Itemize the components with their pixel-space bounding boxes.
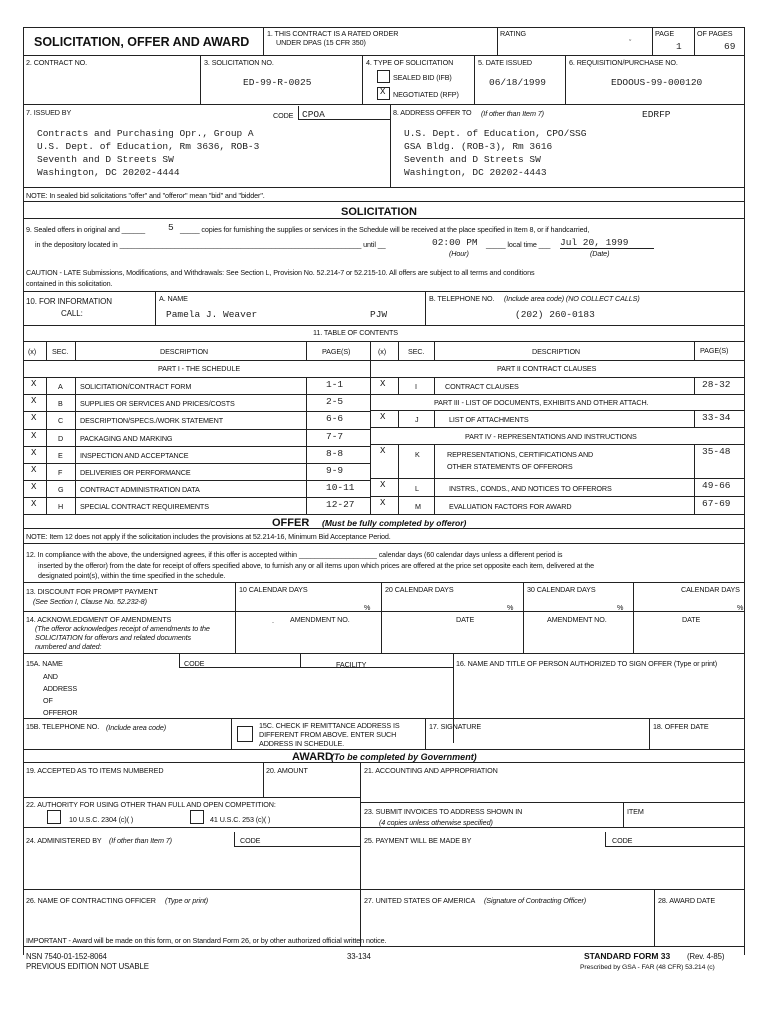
solicitation-no-value: ED-99-R-0025 bbox=[243, 77, 312, 88]
footer-rev: (Rev. 4-85) bbox=[687, 952, 725, 961]
issued-by-address-1: Contracts and Purchasing Opr., Group A bbox=[37, 128, 254, 139]
toc-row-x: X bbox=[31, 499, 37, 510]
toc-part3: PART III - LIST OF DOCUMENTS, EXHIBITS AND OTHER ATTACH. bbox=[434, 398, 649, 407]
toc-row-x: X bbox=[31, 379, 37, 389]
toc-row-x: X bbox=[31, 396, 37, 407]
footer-nsn: NSN 7540-01-152-8064 bbox=[26, 952, 107, 961]
discount-cal-days: CALENDAR DAYS bbox=[681, 585, 740, 594]
discount-20-pct: % bbox=[507, 603, 514, 612]
col-rule bbox=[306, 429, 307, 446]
toc-row-desc: CONTRACT ADMINISTRATION DATA bbox=[80, 485, 200, 495]
ack-label-2: (The offeror acknowledges receipt of amendments to the bbox=[35, 624, 210, 633]
offeror-label-4: OF bbox=[43, 696, 53, 705]
toc-header-pages: PAGE(S) bbox=[322, 347, 351, 356]
address-offer-label: 8. ADDRESS OFFER TO bbox=[393, 108, 472, 117]
offeror-label-1: 15A. NAME bbox=[26, 659, 63, 668]
discount-label-1: 13. DISCOUNT FOR PROMPT PAYMENT bbox=[26, 587, 158, 596]
toc-header-desc-right: DESCRIPTION bbox=[532, 347, 581, 356]
toc-row-x: X bbox=[31, 465, 37, 475]
toc-row-pages: 7-7 bbox=[326, 430, 344, 442]
discount-20-days: 20 CALENDAR DAYS bbox=[385, 585, 454, 594]
col-rule bbox=[75, 377, 76, 394]
col-rule bbox=[46, 463, 47, 480]
footer-prescribed: Prescribed by GSA - FAR (48 CFR) 53.214 (c) bbox=[580, 964, 715, 971]
toc-row-desc: INSPECTION AND ACCEPTANCE bbox=[80, 450, 189, 460]
toc-row-x: X bbox=[31, 430, 37, 441]
toc-row-pages: 9-9 bbox=[326, 465, 344, 476]
solicitation-no-label: 3. SOLICITATION NO. bbox=[204, 58, 274, 67]
col-rule bbox=[306, 463, 307, 480]
ack-date-1: DATE bbox=[456, 615, 475, 624]
col-rule bbox=[306, 497, 307, 514]
solicitation-heading: SOLICITATION bbox=[341, 206, 417, 218]
toc-row-pages: 1-1 bbox=[326, 379, 344, 390]
item9-hour-label: (Hour) bbox=[449, 249, 469, 258]
invoices-label: 23. SUBMIT INVOICES TO ADDRESS SHOWN IN bbox=[364, 807, 523, 816]
item9-line2-b: _____ local time ___ bbox=[486, 240, 551, 249]
address-offer-code: EDRFP bbox=[642, 109, 671, 120]
authority-10usc-label: 10 U.S.C. 2304 (c)( ) bbox=[69, 815, 134, 824]
toc-row-desc: DELIVERIES OR PERFORMANCE bbox=[80, 468, 191, 477]
item9-line1-b: _____ copies for furnishing the supplies or services in the Schedule will be received at the place specified in Item 8, or if handcarried, bbox=[180, 225, 590, 234]
toc-row-pages: 8-8 bbox=[326, 447, 344, 459]
discount-30-days: 30 CALENDAR DAYS bbox=[527, 585, 596, 594]
address-offer-3: Seventh and D Streets SW bbox=[404, 154, 541, 165]
info-name-label: A. NAME bbox=[159, 294, 188, 303]
remittance-checkbox[interactable] bbox=[237, 726, 253, 742]
toc-m-sec: M bbox=[415, 502, 421, 511]
item9-copies: 5 bbox=[168, 222, 174, 233]
col-rule bbox=[46, 429, 47, 446]
info-phone-qualifier: (Include area code) (NO COLLECT CALLS) bbox=[504, 294, 640, 303]
toc-i-sec: I bbox=[415, 382, 417, 391]
col-rule bbox=[46, 377, 47, 394]
col-rule bbox=[306, 480, 307, 497]
sealed-bid-label: SEALED BID (IFB) bbox=[393, 73, 452, 82]
toc-title: 11. TABLE OF CONTENTS bbox=[313, 328, 398, 337]
negotiated-mark: X bbox=[380, 87, 386, 97]
toc-row-pages: 10-11 bbox=[326, 482, 355, 494]
ack-label-4: numbered and dated: bbox=[35, 642, 102, 651]
authority-10usc-checkbox[interactable] bbox=[47, 810, 61, 824]
payment-label: 25. PAYMENT WILL BE MADE BY bbox=[364, 836, 472, 845]
award-heading: AWARD bbox=[292, 751, 333, 763]
form-title: SOLICITATION, OFFER AND AWARD bbox=[34, 35, 250, 49]
note-item12: NOTE: Item 12 does not apply if the solicitation includes the provisions at 52.214-16, Minimum Bid Acceptance Period. bbox=[26, 532, 391, 541]
page-value: 1 bbox=[676, 41, 682, 52]
ack-label-1: 14. ACKNOWLEDGMENT OF AMENDMENTS bbox=[26, 615, 172, 624]
toc-row-sec: H bbox=[58, 502, 64, 512]
toc-row-sec: B bbox=[58, 399, 63, 409]
toc-part2: PART II CONTRACT CLAUSES bbox=[497, 364, 597, 373]
address-offer-2: GSA Bldg. (ROB-3), Rm 3616 bbox=[404, 141, 553, 152]
invoices-item-label: ITEM bbox=[627, 807, 644, 816]
info-initials: PJW bbox=[370, 309, 388, 320]
offeror-label-3: ADDRESS bbox=[43, 684, 78, 693]
address-offer-1: U.S. Dept. of Education, CPO/SSG bbox=[404, 128, 587, 139]
toc-i-pages: 28-32 bbox=[702, 379, 731, 390]
authority-41usc-checkbox[interactable] bbox=[190, 810, 204, 824]
accounting-label: 21. ACCOUNTING AND APPROPRIATION bbox=[364, 766, 498, 775]
info-phone-label: B. TELEPHONE NO. bbox=[429, 294, 495, 303]
toc-j-desc: LIST OF ATTACHMENTS bbox=[449, 415, 529, 424]
offeror-phone-label: 15B. TELEPHONE NO. bbox=[26, 722, 100, 731]
offeror-label-5: OFFEROR bbox=[43, 708, 78, 717]
toc-part1: PART I - THE SCHEDULE bbox=[158, 364, 241, 373]
toc-row-desc: DESCRIPTION/SPECS./WORK STATEMENT bbox=[80, 416, 223, 426]
remittance-label-1: 15C. CHECK IF REMITTANCE ADDRESS IS bbox=[259, 721, 400, 730]
toc-row-sec: A bbox=[58, 382, 63, 391]
col-rule bbox=[46, 480, 47, 497]
discount-cal-pct: % bbox=[737, 603, 744, 612]
col-rule bbox=[46, 394, 47, 411]
toc-row-x: X bbox=[31, 482, 37, 493]
col-rule bbox=[46, 446, 47, 463]
item9-line1-a: 9. Sealed offers in original and ______ bbox=[26, 225, 146, 234]
administered-label: 24. ADMINISTERED BY bbox=[26, 836, 102, 845]
discount-30-pct: % bbox=[617, 603, 624, 612]
toc-m-desc: EVALUATION FACTORS FOR AWARD bbox=[449, 502, 572, 511]
col-rule bbox=[75, 394, 76, 411]
ack-date-2: DATE bbox=[682, 615, 701, 624]
toc-l-sec: L bbox=[415, 484, 419, 493]
toc-header-x: (x) bbox=[28, 347, 37, 356]
toc-l-x: X bbox=[380, 480, 386, 490]
toc-row-desc: SPECIAL CONTRACT REQUIREMENTS bbox=[80, 502, 209, 512]
toc-row-sec: E bbox=[58, 450, 63, 460]
toc-row-sec: C bbox=[58, 416, 64, 426]
signature-label: 17. SIGNATURE bbox=[429, 722, 482, 731]
offer-date-label: 18. OFFER DATE bbox=[653, 722, 709, 731]
award-subheading: (To be completed by Government) bbox=[331, 752, 477, 762]
toc-part4: PART IV - REPRESENTATIONS AND INSTRUCTIONS bbox=[465, 432, 637, 441]
offeror-code-label: CODE bbox=[184, 659, 205, 668]
issued-by-label: 7. ISSUED BY bbox=[26, 108, 72, 117]
col-rule bbox=[75, 446, 76, 463]
requisition-no-label: 6. REQUISITION/PURCHASE NO. bbox=[569, 58, 678, 67]
address-offer-qualifier: (If other than Item 7) bbox=[481, 109, 544, 118]
discount-10-pct: % bbox=[364, 603, 371, 612]
col-rule bbox=[75, 463, 76, 480]
contracting-officer-qualifier: (Type or print) bbox=[165, 896, 209, 905]
administered-qualifier: (If other than Item 7) bbox=[109, 836, 172, 845]
ack-amend-1: AMENDMENT NO. bbox=[290, 615, 350, 624]
accepted-items-label: 19. ACCEPTED AS TO ITEMS NUMBERED bbox=[26, 766, 164, 775]
offeror-facility-label: FACILITY bbox=[336, 660, 367, 669]
toc-row-pages: 12-27 bbox=[326, 499, 355, 511]
contract-no-label: 2. CONTRACT NO. bbox=[26, 58, 88, 67]
info-name: Pamela J. Weaver bbox=[166, 309, 258, 320]
toc-i-desc: CONTRACT CLAUSES bbox=[445, 382, 519, 391]
col-rule bbox=[306, 377, 307, 394]
issued-by-address-3: Seventh and D Streets SW bbox=[37, 154, 174, 165]
col-rule bbox=[306, 411, 307, 428]
col-rule bbox=[306, 394, 307, 411]
toc-header-sec: SEC. bbox=[52, 347, 69, 356]
col-rule bbox=[46, 411, 47, 428]
toc-row-desc: SUPPLIES OR SERVICES AND PRICES/COSTS bbox=[80, 399, 235, 409]
footer-code: 33-134 bbox=[347, 952, 371, 961]
col-rule bbox=[75, 480, 76, 497]
toc-m-pages: 67-69 bbox=[702, 498, 731, 509]
toc-k-sec: K bbox=[415, 450, 420, 459]
remittance-label-3: ADDRESS IN SCHEDULE. bbox=[259, 739, 345, 748]
footer-form-name: STANDARD FORM 33 bbox=[584, 951, 671, 961]
toc-row-x: X bbox=[31, 447, 37, 458]
authority-41usc-label: 41 U.S.C. 253 (c)( ) bbox=[210, 815, 271, 824]
item9-time: 02:00 PM bbox=[432, 237, 478, 248]
of-pages-label: OF PAGES bbox=[697, 29, 733, 38]
toc-row-sec: D bbox=[58, 433, 64, 443]
requisition-no-value: EDOOUS-99-000120 bbox=[611, 77, 703, 88]
award-date-label: 28. AWARD DATE bbox=[658, 896, 716, 905]
discount-label-2: (See Section I, Clause No. 52.232-8) bbox=[33, 597, 147, 606]
item12-line-1: 12. In compliance with the above, the undersigned agrees, if this offer is accepted within ____________________ calendar days (60 calendar days unless a different period is bbox=[26, 550, 563, 559]
caution-line-1: CAUTION - LATE Submissions, Modifications, and Withdrawals: See Section L, Provision No. 52.214-7 or 52.215-10. All offers are subject to all terms and conditions bbox=[26, 268, 535, 277]
toc-header-x-right: (x) bbox=[378, 347, 387, 356]
info-phone: (202) 260-0183 bbox=[515, 309, 595, 320]
issued-by-address-4: Washington, DC 20202-4444 bbox=[37, 167, 180, 178]
info-label-2: CALL: bbox=[61, 309, 83, 318]
col-rule bbox=[75, 411, 76, 428]
discount-10-days: 10 CALENDAR DAYS bbox=[239, 585, 308, 594]
toc-j-sec: J bbox=[415, 415, 419, 424]
address-offer-4: Washington, DC 20202-4443 bbox=[404, 167, 547, 178]
administered-code-label: CODE bbox=[240, 836, 261, 845]
ack-amend-2: AMENDMENT NO. bbox=[547, 615, 607, 624]
note-sealed-bid: NOTE: In sealed bid solicitations "offer" and "offeror" mean "bid" and "bidder". bbox=[26, 191, 265, 200]
date-issued-label: 5. DATE ISSUED bbox=[478, 58, 532, 67]
col-rule bbox=[306, 446, 307, 463]
toc-k-desc-2: OTHER STATEMENTS OF OFFERORS bbox=[447, 462, 573, 471]
offeror-label-2: AND bbox=[43, 672, 58, 681]
toc-row-desc: PACKAGING AND MARKING bbox=[80, 433, 173, 443]
ack-label-3: SOLICITATION for offerors and related documents bbox=[35, 633, 192, 642]
toc-l-desc: INSTRS., CONDS., AND NOTICES TO OFFERORS bbox=[449, 484, 612, 493]
solicitation-type-label: 4. TYPE OF SOLICITATION bbox=[366, 58, 454, 67]
info-label-1: 10. FOR INFORMATION bbox=[26, 297, 112, 306]
authorized-signer-label: 16. NAME AND TITLE OF PERSON AUTHORIZED TO SIGN OFFER (Type or print) bbox=[456, 659, 718, 668]
item9-line2-a: in the depository located in ______________________________________________________________ until __ bbox=[35, 240, 386, 249]
offer-heading: OFFER bbox=[272, 517, 310, 529]
offer-subheading: (Must be fully completed by offeror) bbox=[322, 518, 467, 528]
toc-row-x: X bbox=[31, 413, 37, 424]
issued-by-code: CPOA bbox=[302, 109, 325, 120]
col-rule bbox=[75, 429, 76, 446]
rating-mark: ˇ bbox=[629, 40, 632, 47]
toc-row-desc: SOLICITATION/CONTRACT FORM bbox=[80, 382, 192, 391]
toc-k-desc-1: REPRESENTATIONS, CERTIFICATIONS AND bbox=[447, 450, 594, 459]
footer-prev-edition: PREVIOUS EDITION NOT USABLE bbox=[26, 962, 149, 971]
toc-j-pages: 33-34 bbox=[702, 412, 731, 423]
toc-m-x: X bbox=[380, 498, 386, 508]
issued-by-address-2: U.S. Dept. of Education, Rm 3636, ROB-3 bbox=[37, 141, 260, 152]
invoices-qualifier: (4 copies unless otherwise specified) bbox=[379, 818, 493, 827]
toc-j-x: X bbox=[380, 412, 386, 422]
authority-label: 22. AUTHORITY FOR USING OTHER THAN FULL AND OPEN COMPETITION: bbox=[26, 800, 276, 809]
remittance-label-2: DIFFERENT FROM ABOVE. ENTER SUCH bbox=[259, 730, 397, 739]
ack-dot: . bbox=[272, 616, 274, 625]
toc-k-pages: 35-48 bbox=[702, 446, 731, 457]
item9-date: Jul 20, 1999 bbox=[560, 237, 629, 248]
toc-k-x: X bbox=[380, 446, 386, 456]
item9-date-label: (Date) bbox=[590, 249, 610, 258]
usa-label: 27. UNITED STATES OF AMERICA bbox=[364, 896, 476, 905]
toc-row-sec: F bbox=[58, 468, 63, 477]
caution-line-2: contained in this solicitation. bbox=[26, 279, 113, 288]
toc-row-pages: 2-5 bbox=[326, 396, 344, 408]
of-pages-value: 69 bbox=[724, 41, 736, 52]
toc-l-pages: 49-66 bbox=[702, 480, 731, 491]
rated-order-label-2: UNDER DPAS (15 CFR 350) bbox=[276, 38, 366, 47]
toc-row-pages: 6-6 bbox=[326, 413, 344, 425]
offeror-phone-qualifier: (Include area code) bbox=[106, 723, 167, 732]
toc-header-desc: DESCRIPTION bbox=[160, 347, 209, 356]
item12-line-3: designated point(s), within the time specified in the schedule. bbox=[38, 571, 226, 580]
col-rule bbox=[46, 497, 47, 514]
toc-header-pages-right: PAGE(S) bbox=[700, 346, 729, 355]
item12-line-2: inserted by the offeror) from the date for receipt of offers specified above, to furnish any or all items upon which prices are offered at the price set opposite each item, delivered at the bbox=[38, 561, 595, 570]
negotiated-label: NEGOTIATED (RFP) bbox=[393, 90, 459, 99]
toc-row-sec: G bbox=[58, 485, 64, 495]
amount-label: 20. AMOUNT bbox=[266, 766, 308, 775]
contracting-officer-label: 26. NAME OF CONTRACTING OFFICER bbox=[26, 896, 156, 905]
toc-i-x: X bbox=[380, 379, 386, 389]
rating-label: RATING bbox=[500, 29, 527, 38]
payment-code-label: CODE bbox=[612, 836, 633, 845]
col-rule bbox=[75, 497, 76, 514]
issued-by-code-label: CODE bbox=[273, 111, 294, 120]
date-issued-value: 06/18/1999 bbox=[489, 77, 547, 88]
usa-qualifier: (Signature of Contracting Officer) bbox=[484, 896, 587, 905]
page-label: PAGE bbox=[655, 29, 675, 38]
toc-header-sec-right: SEC. bbox=[408, 347, 425, 356]
rated-order-label-1: 1. THIS CONTRACT IS A RATED ORDER bbox=[267, 29, 399, 38]
sealed-bid-checkbox[interactable] bbox=[377, 70, 390, 83]
important-note: IMPORTANT - Award will be made on this form, or on Standard Form 26, or by other authorized official written notice. bbox=[26, 936, 387, 945]
